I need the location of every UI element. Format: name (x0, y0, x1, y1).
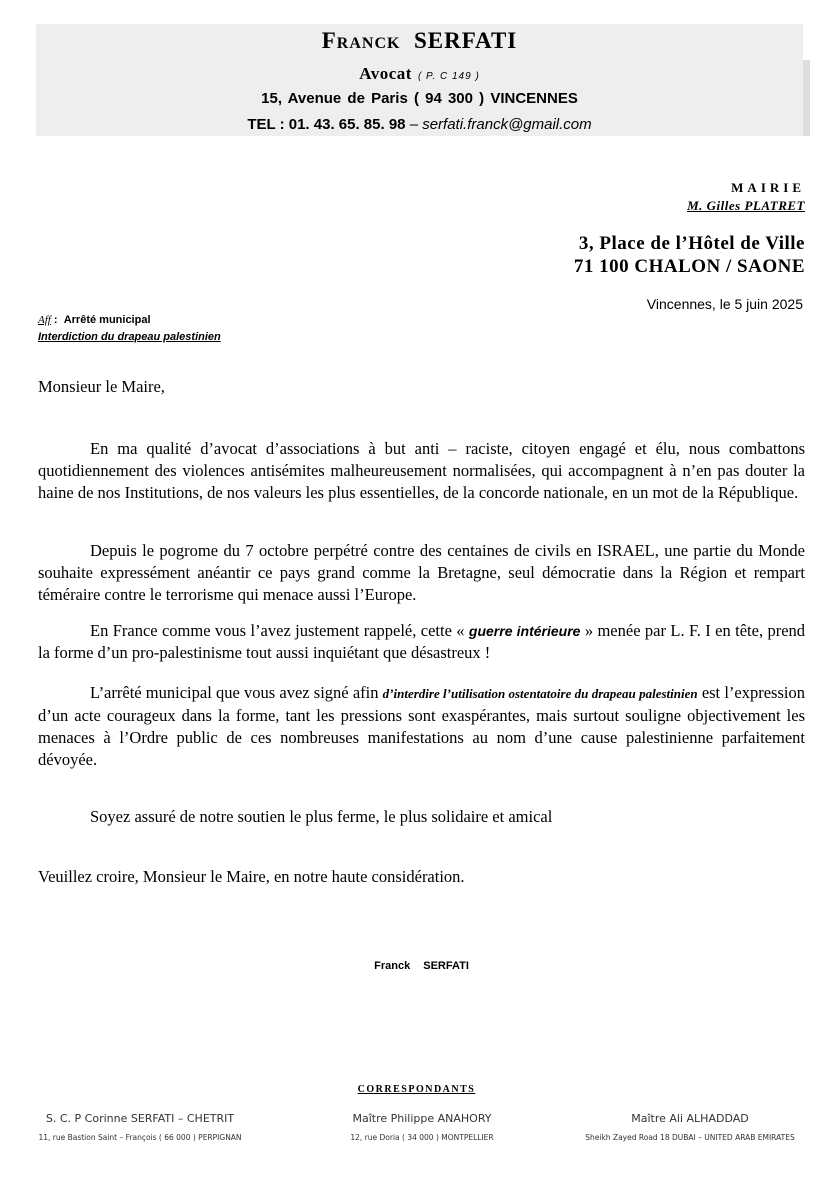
recipient-mayor-name: M. Gilles PLATRET (687, 198, 805, 213)
paragraph-3 (38, 620, 805, 664)
recipient-address-line2: 71 100 CHALON / SAONE (573, 256, 805, 277)
correspondent-address: 12, rue Doria ( 34 000 ) MONTPELLIER (350, 1133, 494, 1142)
recipient-mayor (687, 198, 805, 214)
correspondent-1 (20, 1112, 260, 1142)
paragraph-2: Depuis le pogrome du 7 octobre perpétré contre des centaines de civils en ISRAEL, une partie du Monde souhaite expressément anéantir ce pays grand comme la Bretagne, seul démocratie dans la Région et rempart téméraire contre le terrorisme qui menace aussi l’Europe. (38, 541, 805, 604)
signature-first-name: Franck (374, 960, 411, 972)
signature (0, 960, 833, 972)
subject-colon: : (53, 314, 58, 326)
profession: Avocat (359, 64, 412, 83)
bar-code: ( P. C 149 ) (417, 71, 480, 82)
correspondent-name: S. C. P Corinne SERFATI – CHETRIT (45, 1112, 235, 1125)
lawyer-name (36, 28, 803, 54)
correspondent-address: 11, rue Bastion Saint – François ( 66 000 ) PERPIGNAN (38, 1133, 242, 1142)
paragraph-3-start: En France comme vous l’avez justement rappelé, cette « (90, 621, 465, 640)
contact-dash: – (409, 116, 419, 133)
tel-label: TEL : (247, 116, 285, 133)
paragraph-4 (38, 682, 805, 771)
paragraph-4-end: est l’expression d’un acte courageux dans la forme, tant les pressions sont exaspérantes, mais surtout souligne objectivement les menaces à l’Ordre public de ces nombreuses manifestations au nom d’une cause palestinienne parfaitement dévoyée. (38, 683, 805, 769)
recipient-office: MAIRIE (731, 180, 805, 195)
salutation: Monsieur le Maire, (38, 377, 165, 396)
correspondent-2 (302, 1112, 542, 1142)
correspondent-name: Maître Ali ALHADDAD (631, 1112, 749, 1125)
paragraph-1: En ma qualité d’avocat d’associations à but anti – raciste, citoyen engagé et élu, nous combattons quotidiennement des violences antisémites malheureusement normalisées, qui accompagnent à n’en pas douter la haine de nos Institutions, de nos valeurs les plus essentielles, de la concorde nationale, en un mot de la République. (38, 439, 805, 502)
closing-formula: Veuillez croire, Monsieur le Maire, en notre haute considération. (38, 867, 465, 886)
email-address: serfati.franck@gmail.com (422, 116, 592, 133)
paragraph-3-emphasis: guerre intérieure (468, 623, 581, 639)
correspondent-address: Sheikh Zayed Road 18 DUBAI – UNITED ARAB EMIRATES (585, 1133, 795, 1142)
letterhead (36, 24, 803, 136)
letter-date: Vincennes, le 5 juin 2025 (646, 296, 803, 312)
subject-label: Aff (38, 314, 51, 326)
subject-detail: Interdiction du drapeau palestinien (38, 331, 221, 343)
paragraph-4-emphasis: d’interdire l’utilisation ostentatoire du drapeau palestinien (382, 686, 698, 701)
correspondent-name: Maître Philippe ANAHORY (352, 1112, 492, 1125)
paragraph-3-end: » menée par L. F. I en tête, prend la forme d’un pro-palestinisme tout aussi inquiétant que désastreux ! (38, 621, 806, 662)
subject-line (38, 314, 151, 326)
lawyer-title (36, 64, 803, 84)
lawyer-address: 15, Avenue de Paris ( 94 300 ) VINCENNES (261, 90, 578, 107)
signature-last-name: SERFATI (423, 960, 469, 972)
recipient-address-line1: 3, Place de l’Hôtel de Ville (578, 233, 805, 254)
letterhead-shadow (803, 60, 810, 136)
correspondents-title: CORRESPONDANTS (357, 1084, 476, 1095)
lawyer-last-name: SERFATI (413, 28, 518, 53)
lawyer-contact (36, 116, 803, 133)
correspondent-3 (570, 1112, 810, 1142)
subject-title: Arrêté municipal (63, 314, 151, 326)
tel-number: 01. 43. 65. 85. 98 (288, 116, 406, 133)
paragraph-4-start: L’arrêté municipal que vous avez signé afin (90, 683, 379, 702)
lawyer-first-name: Franck (321, 28, 401, 53)
support-sentence: Soyez assuré de notre soutien le plus ferme, le plus solidaire et amical (90, 807, 553, 826)
